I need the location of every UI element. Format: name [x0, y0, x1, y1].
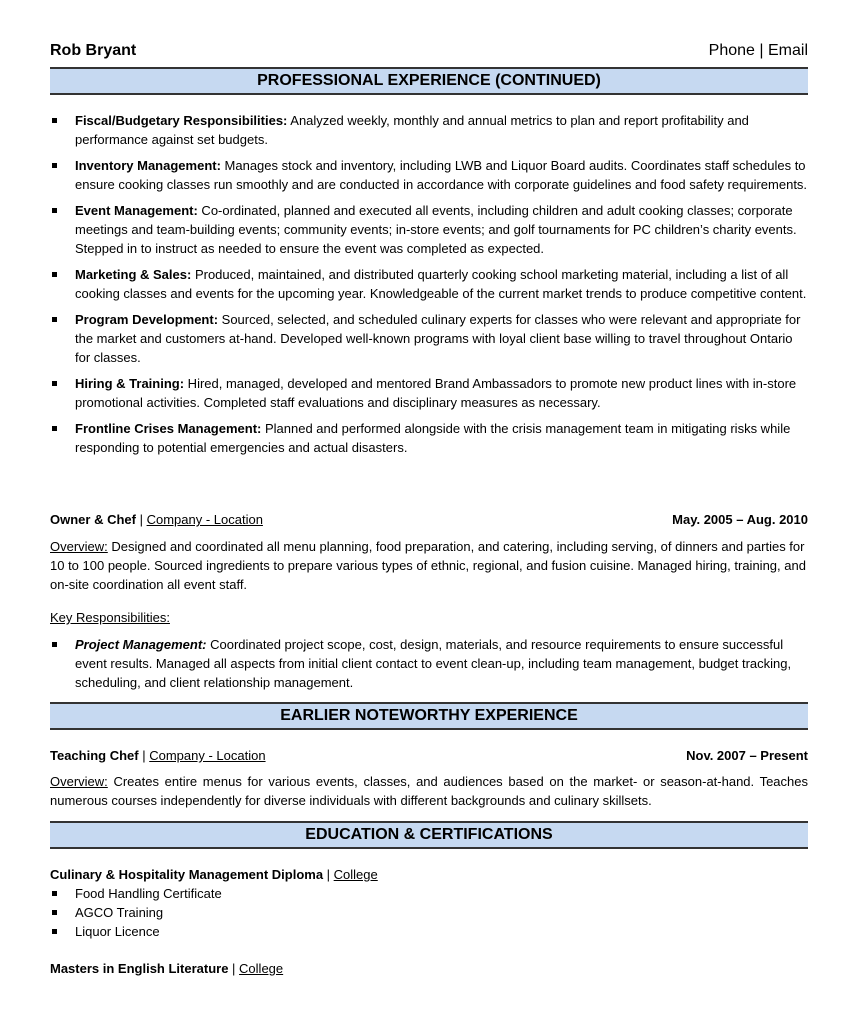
- job-title: Teaching Chef: [50, 748, 139, 763]
- teaching-chef-overview: [50, 772, 808, 810]
- bullet-title: Frontline Crises Management:: [75, 421, 262, 436]
- separator: |: [323, 867, 334, 882]
- bullet-title: Fiscal/Budgetary Responsibilities:: [75, 113, 288, 128]
- masters-title: Masters in English Literature: [50, 961, 229, 976]
- key-responsibilities-text: Key Responsibilities:: [50, 610, 170, 625]
- separator: |: [138, 748, 150, 763]
- company-location: Company - Location: [149, 748, 266, 763]
- list-item: [50, 310, 808, 367]
- section-banner-professional: PROFESSIONAL EXPERIENCE (CONTINUED): [50, 67, 808, 95]
- responsibilities-list: [50, 111, 808, 457]
- list-item: [50, 156, 808, 194]
- bullet-text: Co-ordinated, planned and executed all events, including children and adult cooking classes; corporate meetings and team-building events; community events; in-store events; and golf tournaments for PC children’s charity events. Stepped in to instruct as needed to ensure the event was completed as expected.: [75, 203, 797, 256]
- bullet-title: Hiring & Training:: [75, 376, 185, 391]
- bullet-text: Hired, managed, developed and mentored Brand Ambassadors to promote new product lines with in-store promotional activities. Completed staff evaluations and disciplinary measures as necessary.: [75, 376, 797, 410]
- job-dates: Nov. 2007 – Present: [686, 748, 808, 763]
- overview-text: Designed and coordinated all menu planning, food preparation, and catering, including serving, of dinners and parties for 10 to 100 people. Sourced ingredients to prepare various types of ethnic, regional, and fusion cuisine. Managed hiring, training, and on-site coordination all event staff.: [50, 539, 806, 592]
- owner-chef-overview: [50, 537, 808, 594]
- section-banner-earlier: EARLIER NOTEWORTHY EXPERIENCE: [50, 702, 808, 730]
- overview-label: Overview:: [50, 539, 108, 554]
- header-line: [50, 40, 808, 62]
- diploma-heading: [50, 865, 808, 884]
- college-name: College: [239, 961, 284, 976]
- contact-info: Phone | Email: [708, 42, 808, 59]
- bullet-title: Inventory Management:: [75, 158, 221, 173]
- candidate-name: Rob Bryant: [50, 42, 137, 59]
- certifications-list: [50, 884, 808, 941]
- bullet-title: Marketing & Sales:: [75, 267, 192, 282]
- key-responsibilities-label: [50, 608, 808, 627]
- list-item: [50, 265, 808, 303]
- list-item: [50, 635, 808, 692]
- bullet-text: Planned and performed alongside with the crisis management team in mitigating risks while responding to potential emergencies and actual disasters.: [75, 421, 791, 455]
- list-item: AGCO Training: [50, 903, 808, 922]
- separator: |: [228, 961, 240, 976]
- job-title: Owner & Chef: [50, 512, 136, 527]
- bullet-title: Project Management:: [75, 637, 207, 652]
- bullet-title: Program Development:: [75, 312, 219, 327]
- bullet-text: Produced, maintained, and distributed quarterly cooking school marketing material, including a list of all cooking classes and events for the upcoming year. Knowledgeable of the current market trends to produce competitive content.: [75, 267, 807, 301]
- teaching-chef-heading: [50, 746, 808, 765]
- list-item: [50, 111, 808, 149]
- separator: |: [135, 512, 147, 527]
- owner-chef-heading: [50, 510, 808, 529]
- section-banner-education: EDUCATION & CERTIFICATIONS: [50, 821, 808, 849]
- list-item: Food Handling Certificate: [50, 884, 808, 903]
- owner-chef-bullets: [50, 635, 808, 692]
- overview-label: Overview:: [50, 774, 108, 789]
- diploma-title: Culinary & Hospitality Management Diploma: [50, 867, 324, 882]
- overview-text: Creates entire menus for various events, classes, and audiences based on the market- or season-at-hand. Teaches numerous courses independently for diverse individuals with different backgrounds and culinary skillsets.: [50, 774, 808, 808]
- list-item: [50, 374, 808, 412]
- company-location: Company - Location: [146, 512, 263, 527]
- bullet-text: Sourced, selected, and scheduled culinary experts for classes who were relevant and appropriate for the market and customers at-hand. Developed well-known programs with loyal client base willing to travel throughout Ontario for classes.: [75, 312, 801, 365]
- masters-heading: [50, 959, 808, 978]
- college-name: College: [333, 867, 378, 882]
- bullet-text: Manages stock and inventory, including LWB and Liquor Board audits. Coordinates staff schedules to ensure cooking classes run smoothly and are conducted in accordance with corporate guidelines and food safety requirements.: [75, 158, 808, 192]
- job-dates: May. 2005 – Aug. 2010: [672, 512, 808, 527]
- list-item: [50, 419, 808, 457]
- bullet-text: Analyzed weekly, monthly and annual metrics to plan and report profitability and performance against set budgets.: [75, 113, 749, 147]
- list-item: Liquor Licence: [50, 922, 808, 941]
- bullet-title: Event Management:: [75, 203, 198, 218]
- bullet-text: Coordinated project scope, cost, design, materials, and resource requirements to ensure successful event results. Managed all aspects from initial client contact to event clean-up, including team management, budget tracking, scheduling, and client relationship management.: [75, 637, 792, 690]
- list-item: [50, 201, 808, 258]
